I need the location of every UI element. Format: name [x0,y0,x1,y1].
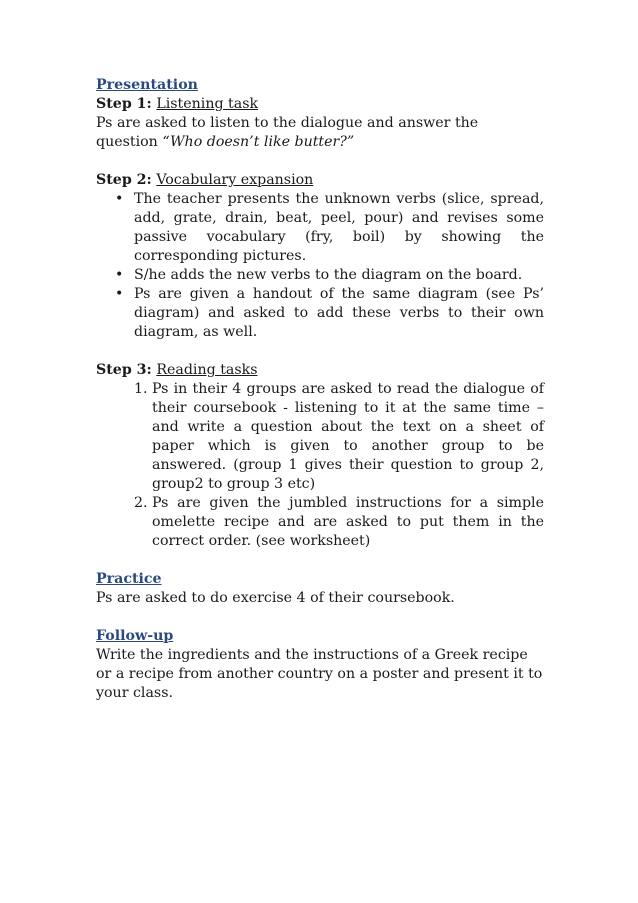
practice-heading: Practice [96,571,162,587]
bullet-text: Ps are given a handout of the same diagram (see Ps’ diagram) and asked to add these verbs to their own diagram, as well. [134,286,544,340]
step3-numbered-list [96,380,544,551]
bullet-icon: • [115,267,124,283]
presentation-heading: Presentation [96,77,198,93]
step2-line [96,171,544,190]
bullet-text: The teacher presents the unknown verbs (slice, spread, add, grate, drain, beat, peel, pour) and revises some passive vocabulary (fry, boil) by showing the corresponding pictures. [134,191,544,264]
document-page [96,76,544,703]
step1-label: Step 1: [96,96,152,112]
step3-line [96,361,544,380]
item-text: Ps in their 4 groups are asked to read the dialogue of their coursebook - listening to it at the same time – and write a question about the text on a sheet of paper which is given to another group to be answered. (group 1 gives their question to group 2, group2 to group 3 etc) [152,381,544,492]
list-item [96,190,544,266]
bullet-icon: • [115,191,124,207]
list-item [96,494,544,551]
followup-text: Write the ingredients and the instructions of a Greek recipe or a recipe from another country on a poster and present it to your class. [96,647,543,701]
step3-label: Step 3: [96,362,152,378]
bullet-icon: • [115,286,124,302]
step2-label: Step 2: [96,172,152,188]
step1-text [96,114,544,152]
followup-heading: Follow-up [96,628,174,644]
step1-text-before: Ps are asked to listen to the dialogue and answer the question [96,115,479,150]
bullet-text: S/he adds the new verbs to the diagram on the board. [134,267,523,283]
item-number: 2. [134,495,148,511]
step2-title: Vocabulary expansion [156,172,314,188]
item-text: Ps are given the jumbled instructions for a simple omelette recipe and are asked to put them in the correct order. (see worksheet) [152,495,544,549]
step2-bullet-list [96,190,544,342]
list-item [96,266,544,285]
practice-text: Ps are asked to do exercise 4 of their coursebook. [96,590,455,606]
list-item [96,285,544,342]
step1-line [96,95,544,114]
list-item [96,380,544,494]
step1-quote: “Who doesn’t like butter?” [162,134,355,150]
step3-title: Reading tasks [156,362,258,378]
step1-title: Listening task [156,96,259,112]
item-number: 1. [134,381,148,397]
